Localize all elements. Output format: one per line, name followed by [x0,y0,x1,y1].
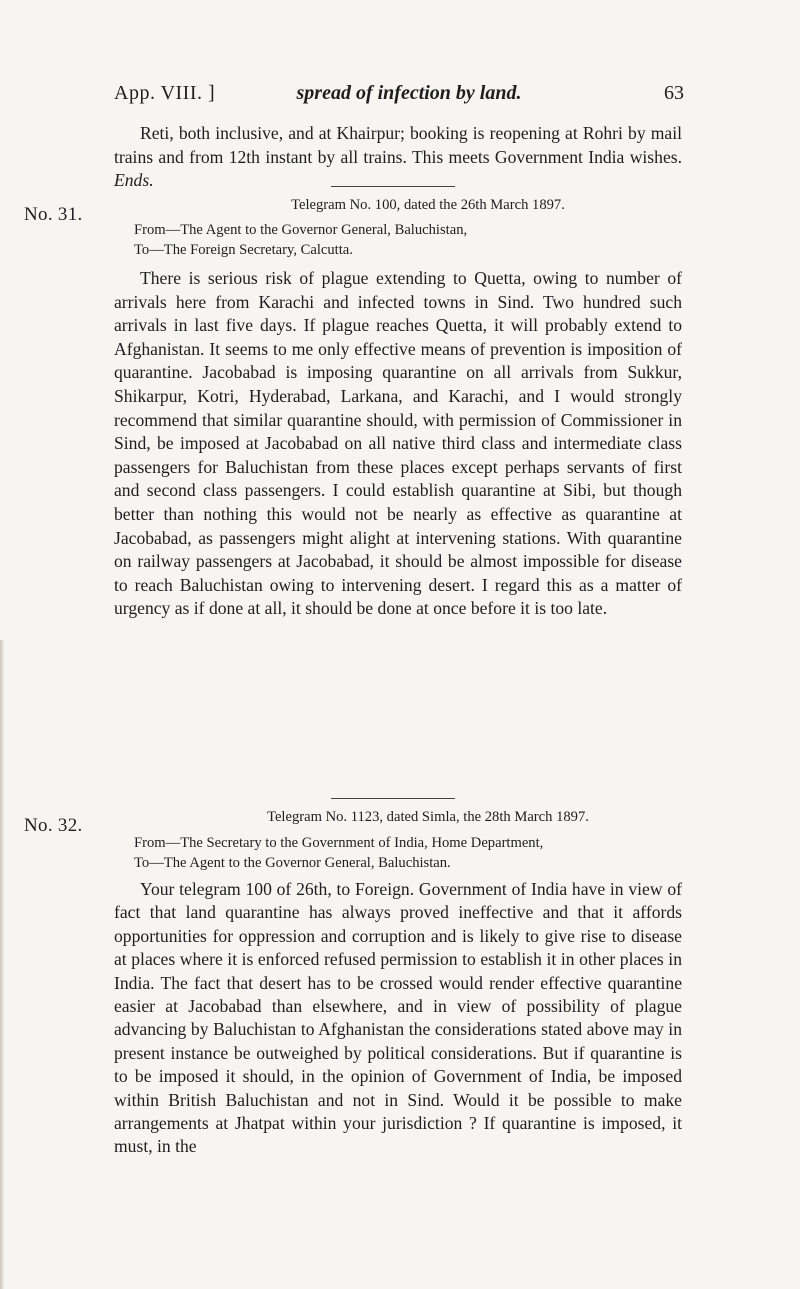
telegram-32-meta [114,807,682,873]
page-number: 63 [664,82,684,104]
margin-label-32: No. 32. [24,815,83,836]
telegram-31-title: Telegram No. 100, dated the 26th March 1897. [291,197,565,213]
running-header [114,82,684,108]
section-divider-2 [331,798,455,799]
telegram-31-from: From—The Agent to the Governor General, Baluchistan, [134,222,468,238]
margin-label-31: No. 31. [24,204,83,225]
telegram-32-body-block [114,878,682,1159]
telegram-31-to: To—The Foreign Secretary, Calcutta. [134,242,353,258]
intro-text: Reti, both inclusive, and at Khairpur; booking is reopening at Rohri by mail trains and from 12th instant by all trains. This meets Government India wishes. [114,123,682,167]
intro-paragraph [114,122,682,193]
section-divider-1 [331,186,455,187]
intro-ends: Ends. [114,170,154,191]
telegram-31-meta [114,195,682,260]
page-spine-shadow [0,640,4,1289]
telegram-31-body-block [114,267,682,621]
telegram-32-from: From—The Secretary to the Government of India, Home Department, [134,835,544,851]
telegram-31-body: There is serious risk of plague extending to Quetta, owing to number of arrivals here from Karachi and infected towns in Sind. Two hundred such arrivals in last five days. If plague reaches Quetta, it will probably extend to Afghanistan. It seems to me only effective means of prevention is imposition of quarantine. Jacobabad is imposing quarantine on all arrivals from Sukkur, Shikarpur, Kotri, Hyderabad, Larkana, and Karachi, and I would strongly recommend that similar quarantine should, with permission of Commissioner in Sind, be imposed at Jacobabad on all native third class and intermediate class passengers for Baluchistan from these places except perhaps servants of first and second class passengers. I could establish quarantine at Sibi, but though better than nothing this would not be nearly as effective as quarantine at Jacobabad, as passengers might alight at intervening stations. With quarantine on railway passengers at Jacobabad, it should be almost impossible for disease to reach Baluchistan owing to intervening desert. I regard this as a matter of urgency as if done at all, it should be done at once before it is too late. [114,268,682,619]
telegram-32-to: To—The Agent to the Governor General, Baluchistan. [134,855,451,871]
telegram-32-title: Telegram No. 1123, dated Simla, the 28th March 1897. [267,809,589,825]
telegram-32-body: Your telegram 100 of 26th, to Foreign. Government of India have in view of fact that land quarantine has always proved ineffective and that it affords opportunities for oppression and corruption and is likely to give rise to disease at places where it is enforced refused permission to establish it in other places in India. The fact that desert has to be crossed would render effective quarantine easier at Jacobabad than elsewhere, and in view of possibility of plague advancing by Baluchistan to Afghanistan the considerations stated above may in present instance be outweighed by political considerations. But if quarantine is to be imposed it should, in the opinion of Government of India, be imposed within British Baluchistan and not in Sind. Would it be possible to make arrangements at Jhatpat within your jurisdiction ? If quarantine is imposed, it must, in the [114,879,682,1157]
appendix-label: App. VIII. ] [114,82,216,104]
running-title: spread of infection by land. [296,82,522,104]
